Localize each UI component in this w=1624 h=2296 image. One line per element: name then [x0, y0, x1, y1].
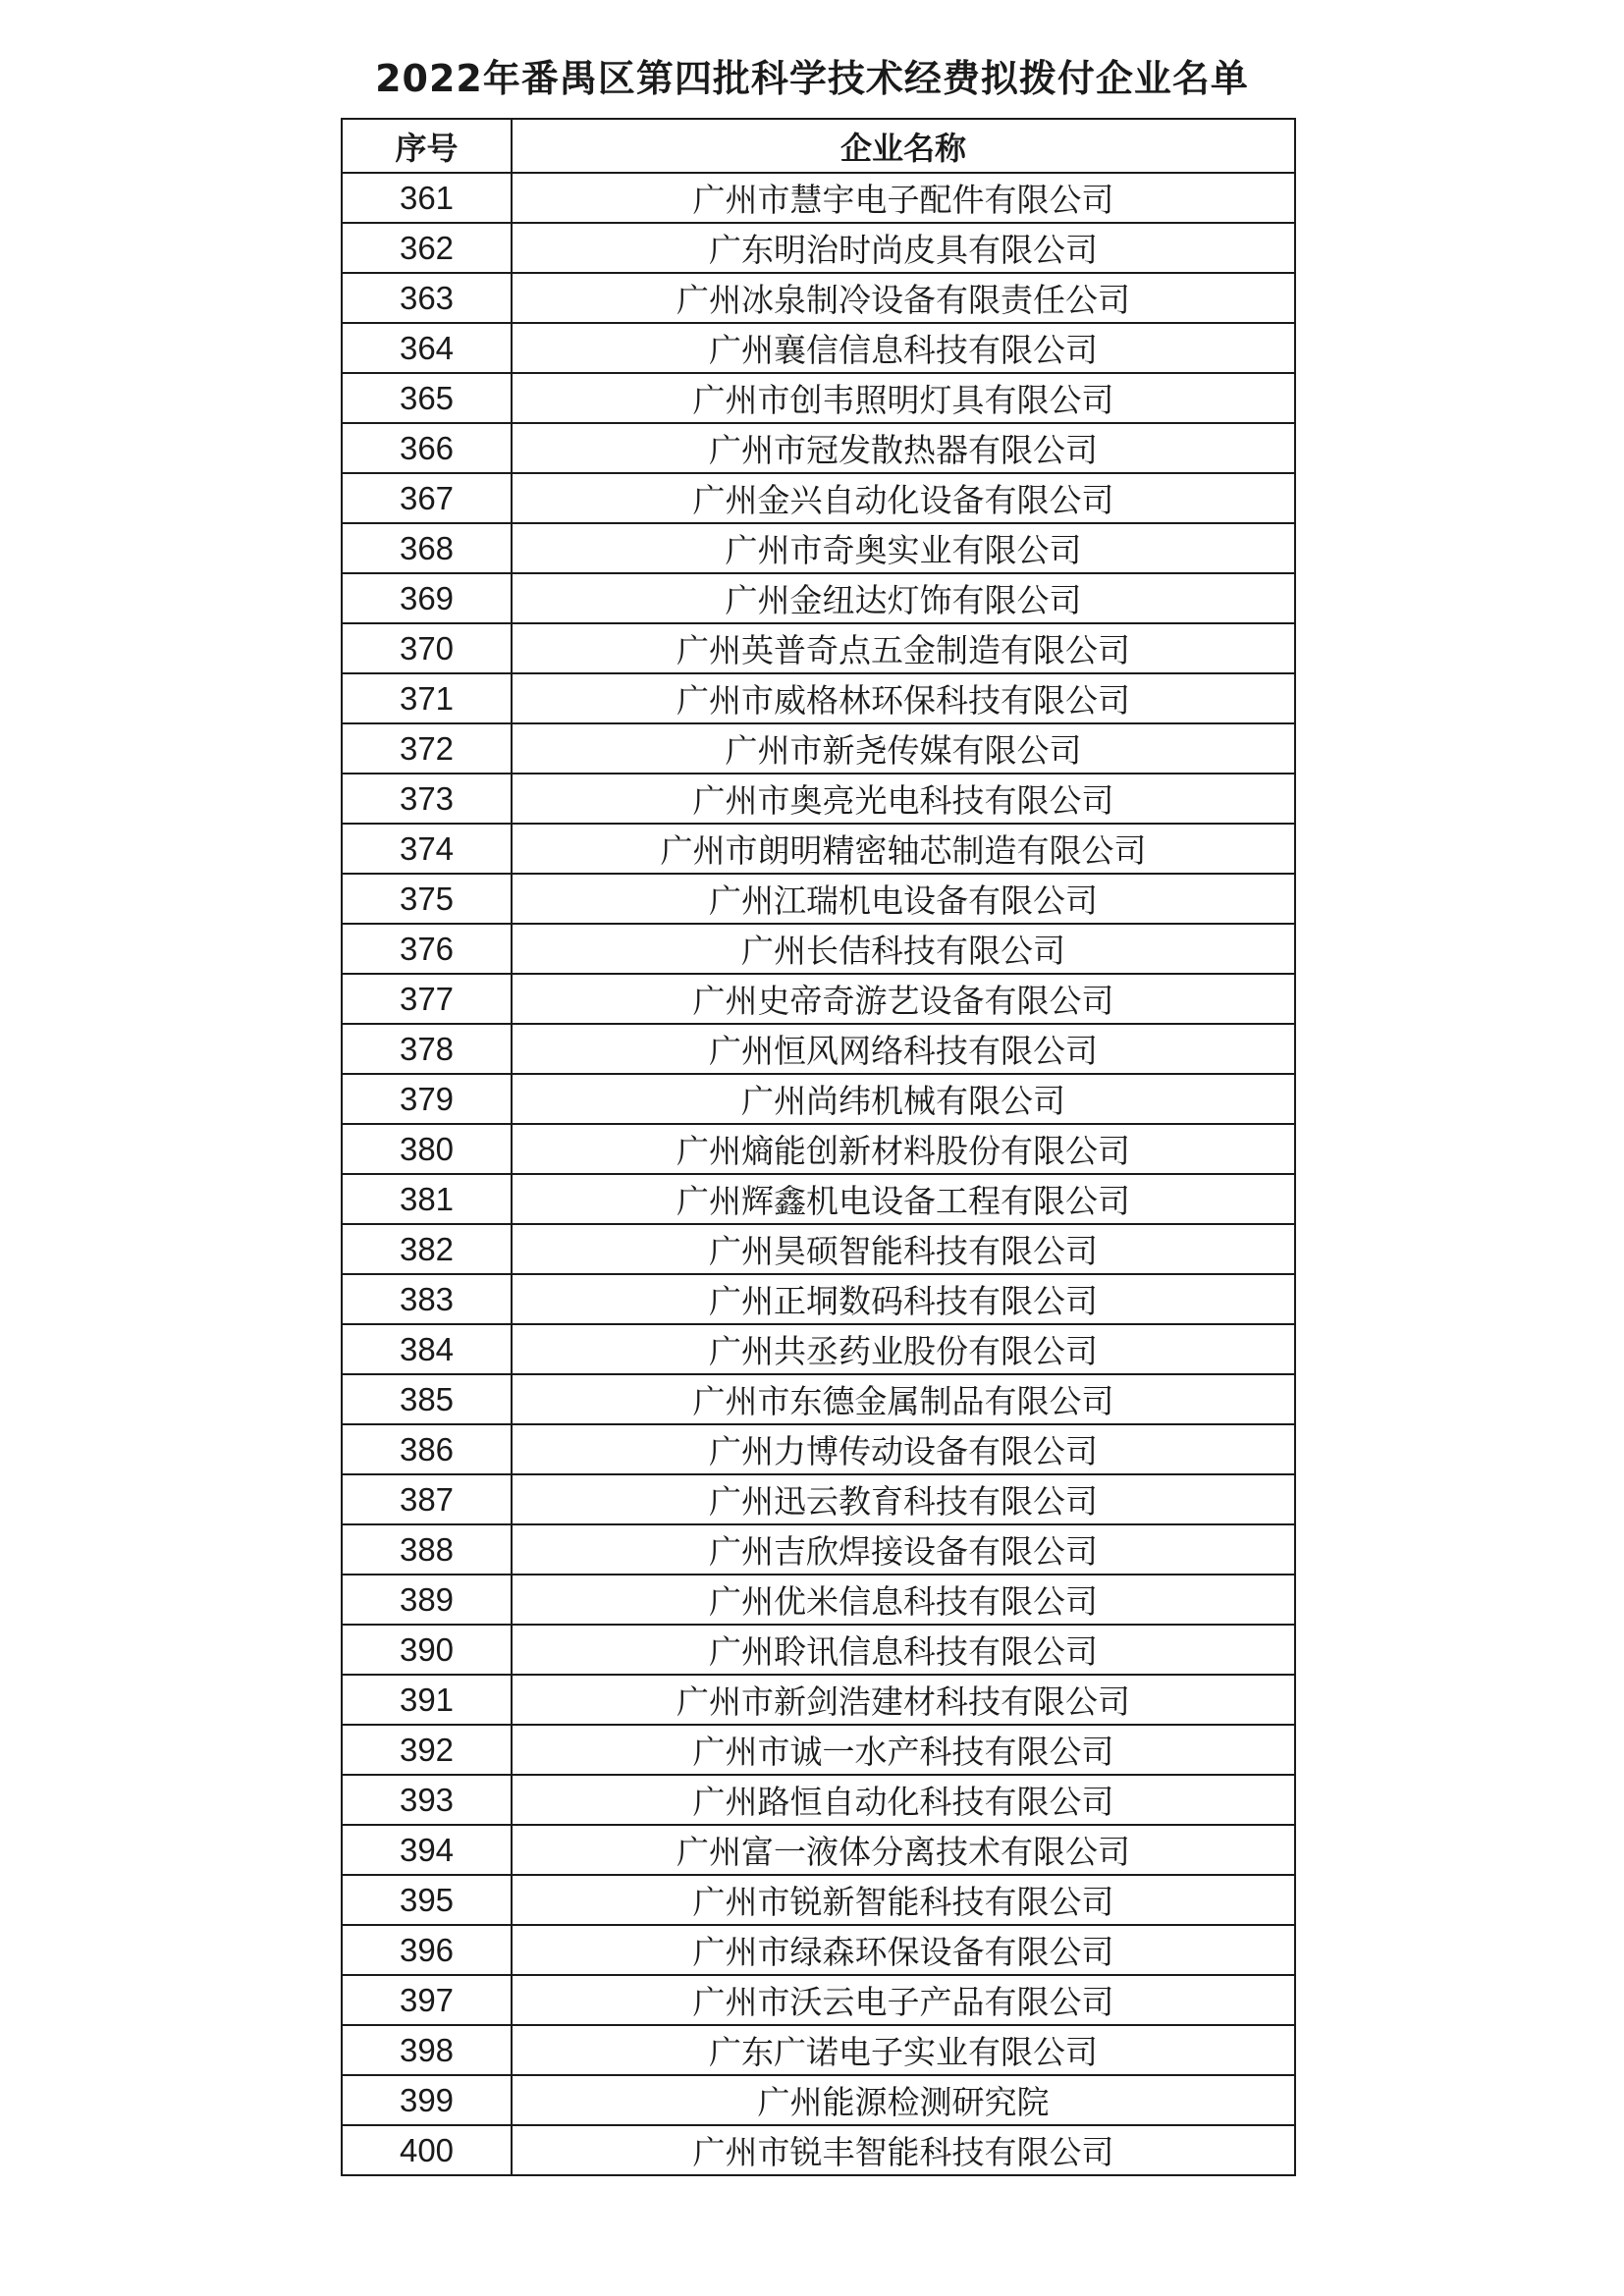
company-name-cell: 广州市东德金属制品有限公司	[512, 1374, 1295, 1424]
table-row	[342, 473, 1295, 523]
company-name-cell: 广州市沃云电子产品有限公司	[512, 1975, 1295, 2025]
table-row	[342, 1925, 1295, 1975]
table-row	[342, 1524, 1295, 1575]
serial-number-cell: 368	[342, 523, 512, 573]
serial-number-cell: 382	[342, 1224, 512, 1274]
company-name-cell: 广州市新尧传媒有限公司	[512, 723, 1295, 774]
header-serial-number: 序号	[342, 119, 512, 173]
company-name-cell: 广州市诚一水产科技有限公司	[512, 1725, 1295, 1775]
table-row	[342, 2025, 1295, 2075]
company-name-cell: 广东广诺电子实业有限公司	[512, 2025, 1295, 2075]
company-name-cell: 广州金兴自动化设备有限公司	[512, 473, 1295, 523]
serial-number-cell: 397	[342, 1975, 512, 2025]
company-name-cell: 广州市冠发散热器有限公司	[512, 423, 1295, 473]
table-row	[342, 1825, 1295, 1875]
table-row	[342, 1875, 1295, 1925]
table-row	[342, 1124, 1295, 1174]
table-row	[342, 1775, 1295, 1825]
serial-number-cell: 388	[342, 1524, 512, 1575]
company-name-cell: 广州路恒自动化科技有限公司	[512, 1775, 1295, 1825]
header-company-name: 企业名称	[512, 119, 1295, 173]
table-row	[342, 1074, 1295, 1124]
table-row	[342, 1374, 1295, 1424]
table-row	[342, 1725, 1295, 1775]
company-name-cell: 广州共丞药业股份有限公司	[512, 1324, 1295, 1374]
company-name-cell: 广州正垌数码科技有限公司	[512, 1274, 1295, 1324]
table-row	[342, 673, 1295, 723]
serial-number-cell: 371	[342, 673, 512, 723]
serial-number-cell: 375	[342, 874, 512, 924]
company-list-table	[341, 118, 1296, 2176]
serial-number-cell: 361	[342, 173, 512, 223]
table-row	[342, 974, 1295, 1024]
table-row	[342, 2075, 1295, 2125]
company-name-cell: 广州市奇奥实业有限公司	[512, 523, 1295, 573]
serial-number-cell: 369	[342, 573, 512, 623]
table-row	[342, 223, 1295, 273]
serial-number-cell: 363	[342, 273, 512, 323]
serial-number-cell: 390	[342, 1625, 512, 1675]
table-row	[342, 523, 1295, 573]
company-name-cell: 广州市威格林环保科技有限公司	[512, 673, 1295, 723]
company-name-cell: 广州优米信息科技有限公司	[512, 1575, 1295, 1625]
company-name-cell: 广东明治时尚皮具有限公司	[512, 223, 1295, 273]
serial-number-cell: 379	[342, 1074, 512, 1124]
table-row	[342, 2125, 1295, 2175]
table-row	[342, 573, 1295, 623]
serial-number-cell: 398	[342, 2025, 512, 2075]
company-name-cell: 广州尚纬机械有限公司	[512, 1074, 1295, 1124]
serial-number-cell: 393	[342, 1775, 512, 1825]
table-row	[342, 373, 1295, 423]
company-name-cell: 广州金纽达灯饰有限公司	[512, 573, 1295, 623]
table-row	[342, 1274, 1295, 1324]
table-row	[342, 774, 1295, 824]
company-name-cell: 广州辉鑫机电设备工程有限公司	[512, 1174, 1295, 1224]
serial-number-cell: 364	[342, 323, 512, 373]
serial-number-cell: 366	[342, 423, 512, 473]
table-header-row	[342, 119, 1295, 173]
company-name-cell: 广州市慧宇电子配件有限公司	[512, 173, 1295, 223]
table-row	[342, 1625, 1295, 1675]
table-row	[342, 1174, 1295, 1224]
serial-number-cell: 370	[342, 623, 512, 673]
company-name-cell: 广州富一液体分离技术有限公司	[512, 1825, 1295, 1875]
table-row	[342, 874, 1295, 924]
table-row	[342, 1975, 1295, 2025]
table-row	[342, 1224, 1295, 1274]
company-name-cell: 广州市奥亮光电科技有限公司	[512, 774, 1295, 824]
table-row	[342, 323, 1295, 373]
serial-number-cell: 395	[342, 1875, 512, 1925]
serial-number-cell: 400	[342, 2125, 512, 2175]
serial-number-cell: 399	[342, 2075, 512, 2125]
table-row	[342, 1474, 1295, 1524]
table-row	[342, 273, 1295, 323]
table-row	[342, 1675, 1295, 1725]
document-title: 2022年番禺区第四批科学技术经费拟拨付企业名单	[375, 57, 1249, 100]
table-row	[342, 423, 1295, 473]
company-name-cell: 广州江瑞机电设备有限公司	[512, 874, 1295, 924]
serial-number-cell: 381	[342, 1174, 512, 1224]
serial-number-cell: 383	[342, 1274, 512, 1324]
company-name-cell: 广州襄信信息科技有限公司	[512, 323, 1295, 373]
table-row	[342, 723, 1295, 774]
serial-number-cell: 367	[342, 473, 512, 523]
serial-number-cell: 387	[342, 1474, 512, 1524]
company-name-cell: 广州昊硕智能科技有限公司	[512, 1224, 1295, 1274]
serial-number-cell: 376	[342, 924, 512, 974]
serial-number-cell: 373	[342, 774, 512, 824]
serial-number-cell: 374	[342, 824, 512, 874]
company-name-cell: 广州市绿森环保设备有限公司	[512, 1925, 1295, 1975]
table-row	[342, 924, 1295, 974]
table-row	[342, 1024, 1295, 1074]
company-name-cell: 广州长佶科技有限公司	[512, 924, 1295, 974]
company-name-cell: 广州市锐新智能科技有限公司	[512, 1875, 1295, 1925]
company-name-cell: 广州英普奇点五金制造有限公司	[512, 623, 1295, 673]
serial-number-cell: 362	[342, 223, 512, 273]
company-name-cell: 广州熵能创新材料股份有限公司	[512, 1124, 1295, 1174]
company-name-cell: 广州能源检测研究院	[512, 2075, 1295, 2125]
serial-number-cell: 380	[342, 1124, 512, 1174]
company-name-cell: 广州力博传动设备有限公司	[512, 1424, 1295, 1474]
serial-number-cell: 389	[342, 1575, 512, 1625]
serial-number-cell: 391	[342, 1675, 512, 1725]
serial-number-cell: 385	[342, 1374, 512, 1424]
table-body	[342, 173, 1295, 2175]
company-name-cell: 广州市创韦照明灯具有限公司	[512, 373, 1295, 423]
company-name-cell: 广州市锐丰智能科技有限公司	[512, 2125, 1295, 2175]
company-name-cell: 广州聆讯信息科技有限公司	[512, 1625, 1295, 1675]
company-name-cell: 广州史帝奇游艺设备有限公司	[512, 974, 1295, 1024]
table-row	[342, 1424, 1295, 1474]
serial-number-cell: 392	[342, 1725, 512, 1775]
company-name-cell: 广州冰泉制冷设备有限责任公司	[512, 273, 1295, 323]
table-row	[342, 173, 1295, 223]
company-name-cell: 广州市朗明精密轴芯制造有限公司	[512, 824, 1295, 874]
company-name-cell: 广州吉欣焊接设备有限公司	[512, 1524, 1295, 1575]
serial-number-cell: 394	[342, 1825, 512, 1875]
table-row	[342, 1324, 1295, 1374]
table-row	[342, 824, 1295, 874]
serial-number-cell: 377	[342, 974, 512, 1024]
serial-number-cell: 372	[342, 723, 512, 774]
serial-number-cell: 396	[342, 1925, 512, 1975]
serial-number-cell: 384	[342, 1324, 512, 1374]
company-name-cell: 广州市新剑浩建材科技有限公司	[512, 1675, 1295, 1725]
company-name-cell: 广州迅云教育科技有限公司	[512, 1474, 1295, 1524]
table-row	[342, 1575, 1295, 1625]
serial-number-cell: 378	[342, 1024, 512, 1074]
serial-number-cell: 386	[342, 1424, 512, 1474]
serial-number-cell: 365	[342, 373, 512, 423]
table-row	[342, 623, 1295, 673]
company-name-cell: 广州恒风网络科技有限公司	[512, 1024, 1295, 1074]
